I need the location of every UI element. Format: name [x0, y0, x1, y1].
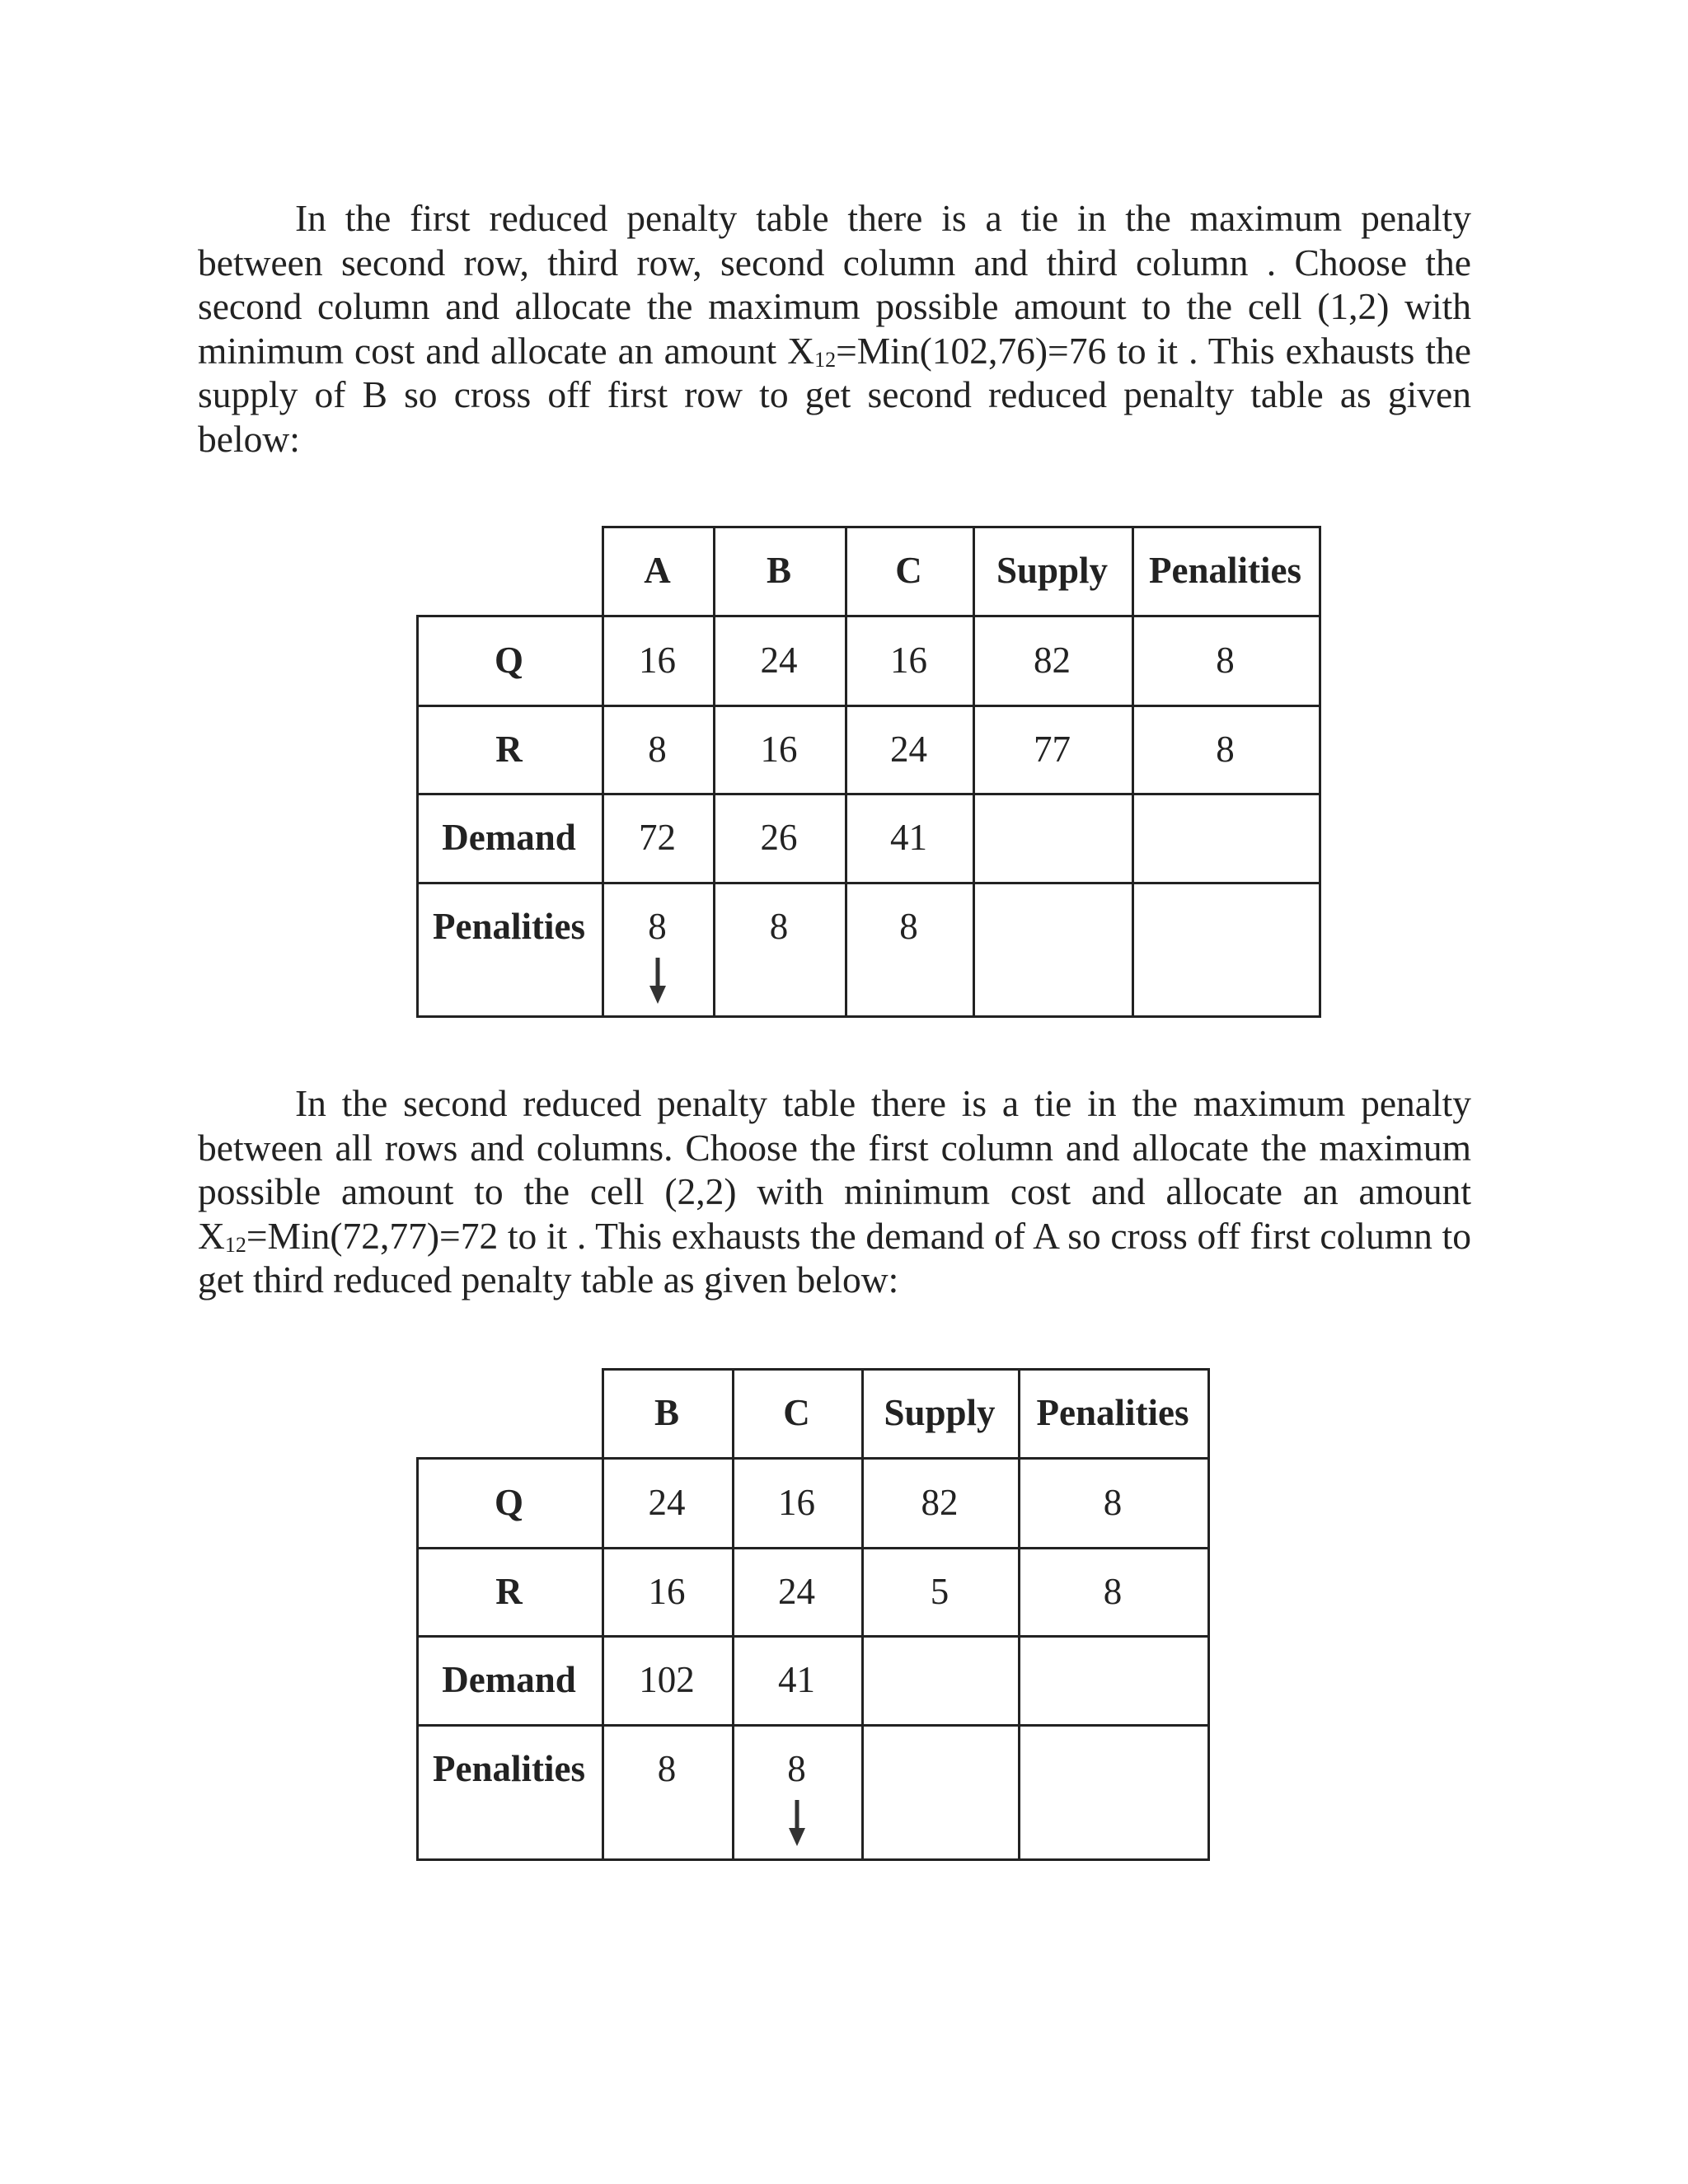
t1-header-cell: Penalities: [1149, 550, 1301, 591]
t1-data-cell: 72: [639, 817, 676, 858]
t1-data-cell: 82: [1034, 639, 1071, 681]
t2-data-cell: 102: [639, 1659, 695, 1700]
table-rule: [1207, 1368, 1210, 1861]
t2-data-cell: [1018, 1724, 1207, 1813]
table-rule: [416, 1858, 1210, 1861]
t1-row-label: R: [495, 728, 523, 770]
t2-row-label: Penalities: [433, 1748, 585, 1789]
paragraph-2-subscript: 12: [224, 1232, 246, 1257]
t2-data-cell: [1018, 1635, 1207, 1724]
t1-data-cell: 8: [769, 906, 789, 947]
t1-data-cell: 24: [890, 728, 927, 770]
t1-header-cell: A: [644, 550, 671, 591]
t2-data-cell: 16: [648, 1570, 686, 1612]
t1-header-cell: C: [895, 550, 922, 591]
t1-data-cell: [973, 793, 1132, 882]
t2-data-cell: [861, 1724, 1018, 1813]
t2-data-cell: 8: [657, 1748, 677, 1789]
t2-data-cell: 5: [930, 1570, 950, 1612]
t1-data-cell: 24: [760, 639, 798, 681]
t1-data-cell: 8: [648, 728, 667, 770]
t1-data-cell: 8: [1216, 728, 1235, 770]
t2-data-cell: 82: [921, 1481, 959, 1523]
t2-header-cell: Penalities: [1036, 1392, 1189, 1433]
paragraph-2-text-a: In the second reduced penalty table there is a tie in the maximum penalty between all rows and columns. Choose the first column and allocate the maximum possible amount to the cell (2,2) with minimum cost and allocate an amount X: [198, 1082, 1471, 1257]
t2-data-cell: 8: [787, 1748, 806, 1789]
paragraph-2-text-b: =Min(72,77)=72 to it . This exhausts the demand of A so cross off first column to get third reduced penalty table as given below:: [198, 1214, 1471, 1301]
t2-row-label: R: [495, 1570, 523, 1612]
paragraph-1-text-b: =Min(102,76)=76 to it . This exhausts the supply of B so cross off first row to get second reduced penalty table as given below:: [198, 329, 1471, 460]
t1-row-label: Demand: [442, 817, 576, 858]
t2-data-cell: [861, 1635, 1018, 1724]
t1-data-cell: [973, 882, 1132, 971]
paragraph-1-subscript: 12: [814, 347, 837, 372]
t1-data-cell: 41: [890, 817, 927, 858]
t1-data-cell: 16: [639, 639, 676, 681]
t2-header-cell: B: [654, 1392, 679, 1433]
t1-data-cell: 77: [1034, 728, 1071, 770]
t1-row-label: Penalities: [433, 906, 585, 947]
t2-data-cell: 16: [778, 1481, 815, 1523]
t1-row-label: Q: [494, 639, 523, 681]
t1-data-cell: 16: [760, 728, 798, 770]
t2-data-cell: 41: [778, 1659, 815, 1700]
paragraph-1-text-a: In the first reduced penalty table there is a tie in the maximum penalty between second row, third row, second column and third column . Choose the second column and allocate the maximum possible amount to the cell (1,2) with minimum cost and allocate an amount X: [198, 197, 1471, 372]
t1-data-cell: 26: [760, 817, 798, 858]
t1-data-cell: 8: [899, 906, 918, 947]
t1-data-cell: 8: [1216, 639, 1235, 681]
t1-data-cell: [1132, 882, 1319, 971]
t1-data-cell: 8: [648, 906, 667, 947]
t2-header-cell: Supply: [884, 1392, 996, 1433]
t1-header-cell: Supply: [996, 550, 1109, 591]
table-rule: [1319, 526, 1321, 1018]
down-arrow-icon: [785, 1798, 809, 1848]
t2-row-label: Demand: [442, 1659, 576, 1700]
paragraph-2: [198, 1081, 1471, 1302]
paragraph-1: [198, 196, 1471, 461]
t1-data-cell: [1132, 793, 1319, 882]
t2-data-cell: 24: [648, 1481, 686, 1523]
t1-header-cell: B: [766, 550, 791, 591]
table-rule: [416, 1015, 1321, 1018]
t2-data-cell: 24: [778, 1570, 815, 1612]
down-arrow-icon: [645, 956, 670, 1005]
t1-data-cell: 16: [890, 639, 927, 681]
t2-header-cell: C: [783, 1392, 810, 1433]
t2-row-label: Q: [494, 1481, 523, 1523]
t2-data-cell: 8: [1103, 1481, 1123, 1523]
t2-data-cell: 8: [1103, 1570, 1123, 1612]
